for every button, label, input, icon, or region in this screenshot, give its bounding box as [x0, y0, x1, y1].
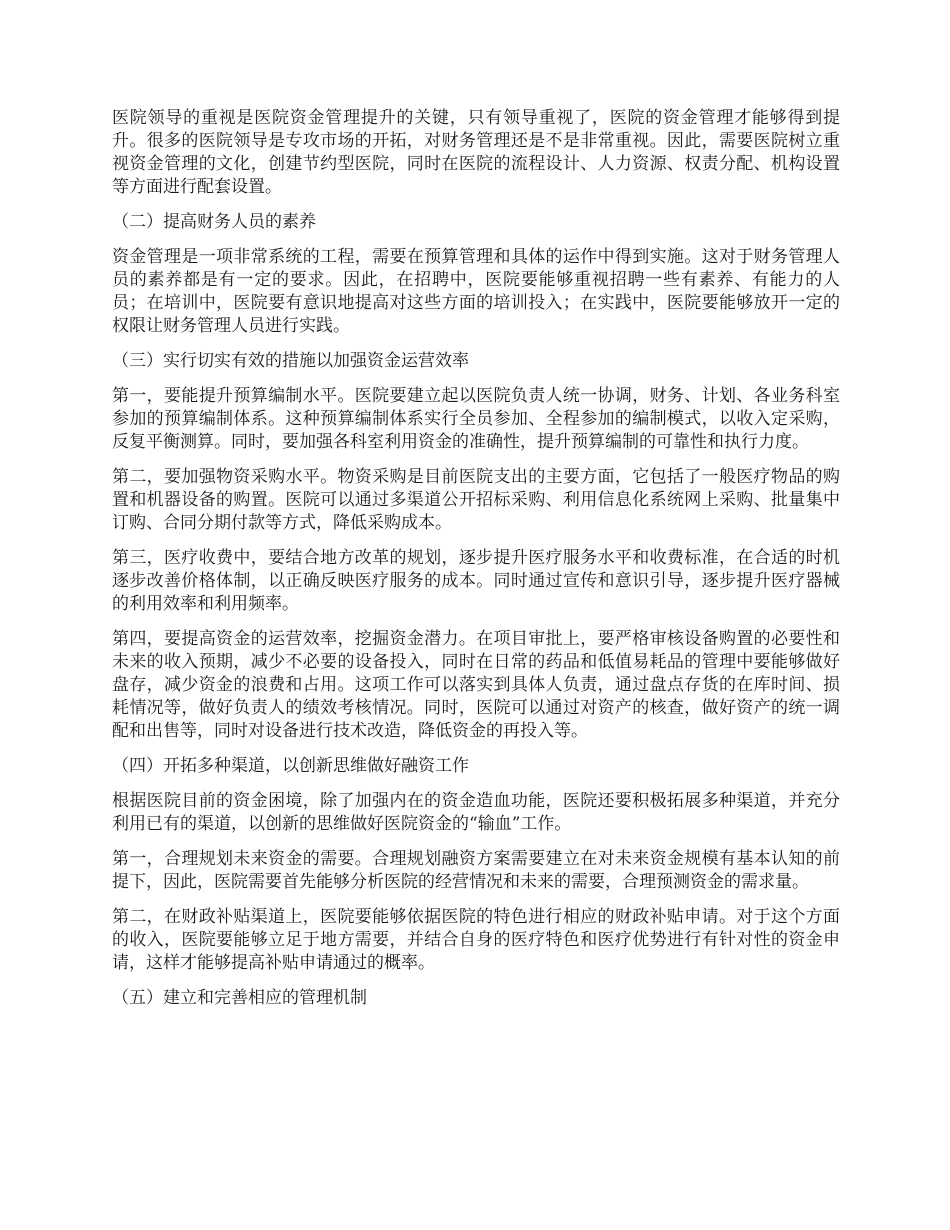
- paragraph-fees: 第三，医疗收费中，要结合地方改革的规划，逐步提升医疗服务水平和收费标准，在合适的时机逐步改善价格体制，以正确反映医疗服务的成本。同时通过宣传和意识引导，逐步提升医疗器械的利用效率和利用频率。: [112, 548, 840, 614]
- section-heading-3: （三）实行切实有效的措施以加强资金运营效率: [112, 351, 469, 371]
- paragraph-leadership: 医院领导的重视是医院资金管理提升的关键，只有领导重视了，医院的资金管理才能够得到提升。很多的医院领导是专攻市场的开拓，对财务管理还是不是非常重视。因此，需要医院树立重视资金管理的文化，创建节约型医院，同时在医院的流程设计、人力资源、权责分配、机构设置等方面进行配套设置。: [112, 108, 840, 197]
- document-page: [112, 107, 840, 1022]
- paragraph-financing: 根据医院目前的资金困境，除了加强内在的资金造血功能，医院还要积极拓展多种渠道，并充分利用已有的渠道，以创新的思维做好医院资金的“输血”工作。: [112, 791, 840, 834]
- paragraph-subsidy: 第二，在财政补贴渠道上，医院要能够依据医院的特色进行相应的财政补贴申请。对于这个方面的收入，医院要能够立足于地方需要，并结合自身的医疗特色和医疗优势进行有针对性的资金申请，这样才能够提高补贴申请通过的概率。: [112, 907, 840, 973]
- section-heading-2: （二）提高财务人员的素养: [112, 212, 316, 232]
- section-heading-5: （五）建立和完善相应的管理机制: [112, 988, 367, 1008]
- paragraph-staff-quality: 资金管理是一项非常系统的工程，需要在预算管理和具体的运作中得到实施。这对于财务管理人员的素养都是有一定的要求。因此，在招聘中，医院要能够重视招聘一些有素养、有能力的人员；在培训中，医院要有意识地提高对这些方面的培训投入；在实践中，医院要能够放开一定的权限让财务管理人员进行实践。: [112, 247, 840, 336]
- paragraph-efficiency: 第四，要提高资金的运营效率，挖掘资金潜力。在项目审批上，要严格审核设备购置的必要性和未来的收入预期，减少不必要的设备投入，同时在日常的药品和低值易耗品的管理中要能够做好盘存，减少资金的浪费和占用。这项工作可以落实到具体人负责，通过盘点存货的在库时间、损耗情况等，做好负责人的绩效考核情况。同时，医院可以通过对资产的核查，做好资产的统一调配和出售等，同时对设备进行技术改造，降低资金的再投入等。: [112, 629, 840, 741]
- paragraph-procurement: 第二，要加强物资采购水平。物资采购是目前医院支出的主要方面，它包括了一般医疗物品的购置和机器设备的购置。医院可以通过多渠道公开招标采购、利用信息化系统网上采购、批量集中订购、合同分期付款等方式，降低采购成本。: [112, 467, 840, 533]
- paragraph-planning: 第一，合理规划未来资金的需要。合理规划融资方案需要建立在对未来资金规模有基本认知的前提下，因此，医院需要首先能够分析医院的经营情况和未来的需要，合理预测资金的需求量。: [112, 849, 840, 892]
- paragraph-budget: 第一，要能提升预算编制水平。医院要建立起以医院负责人统一协调，财务、计划、各业务科室参加的预算编制体系。这种预算编制体系实行全员参加、全程参加的编制模式，以收入定采购，反复平衡测算。同时，要加强各科室利用资金的准确性，提升预算编制的可靠性和执行力度。: [112, 386, 840, 452]
- section-heading-4: （四）开拓多种渠道，以创新思维做好融资工作: [112, 756, 469, 776]
